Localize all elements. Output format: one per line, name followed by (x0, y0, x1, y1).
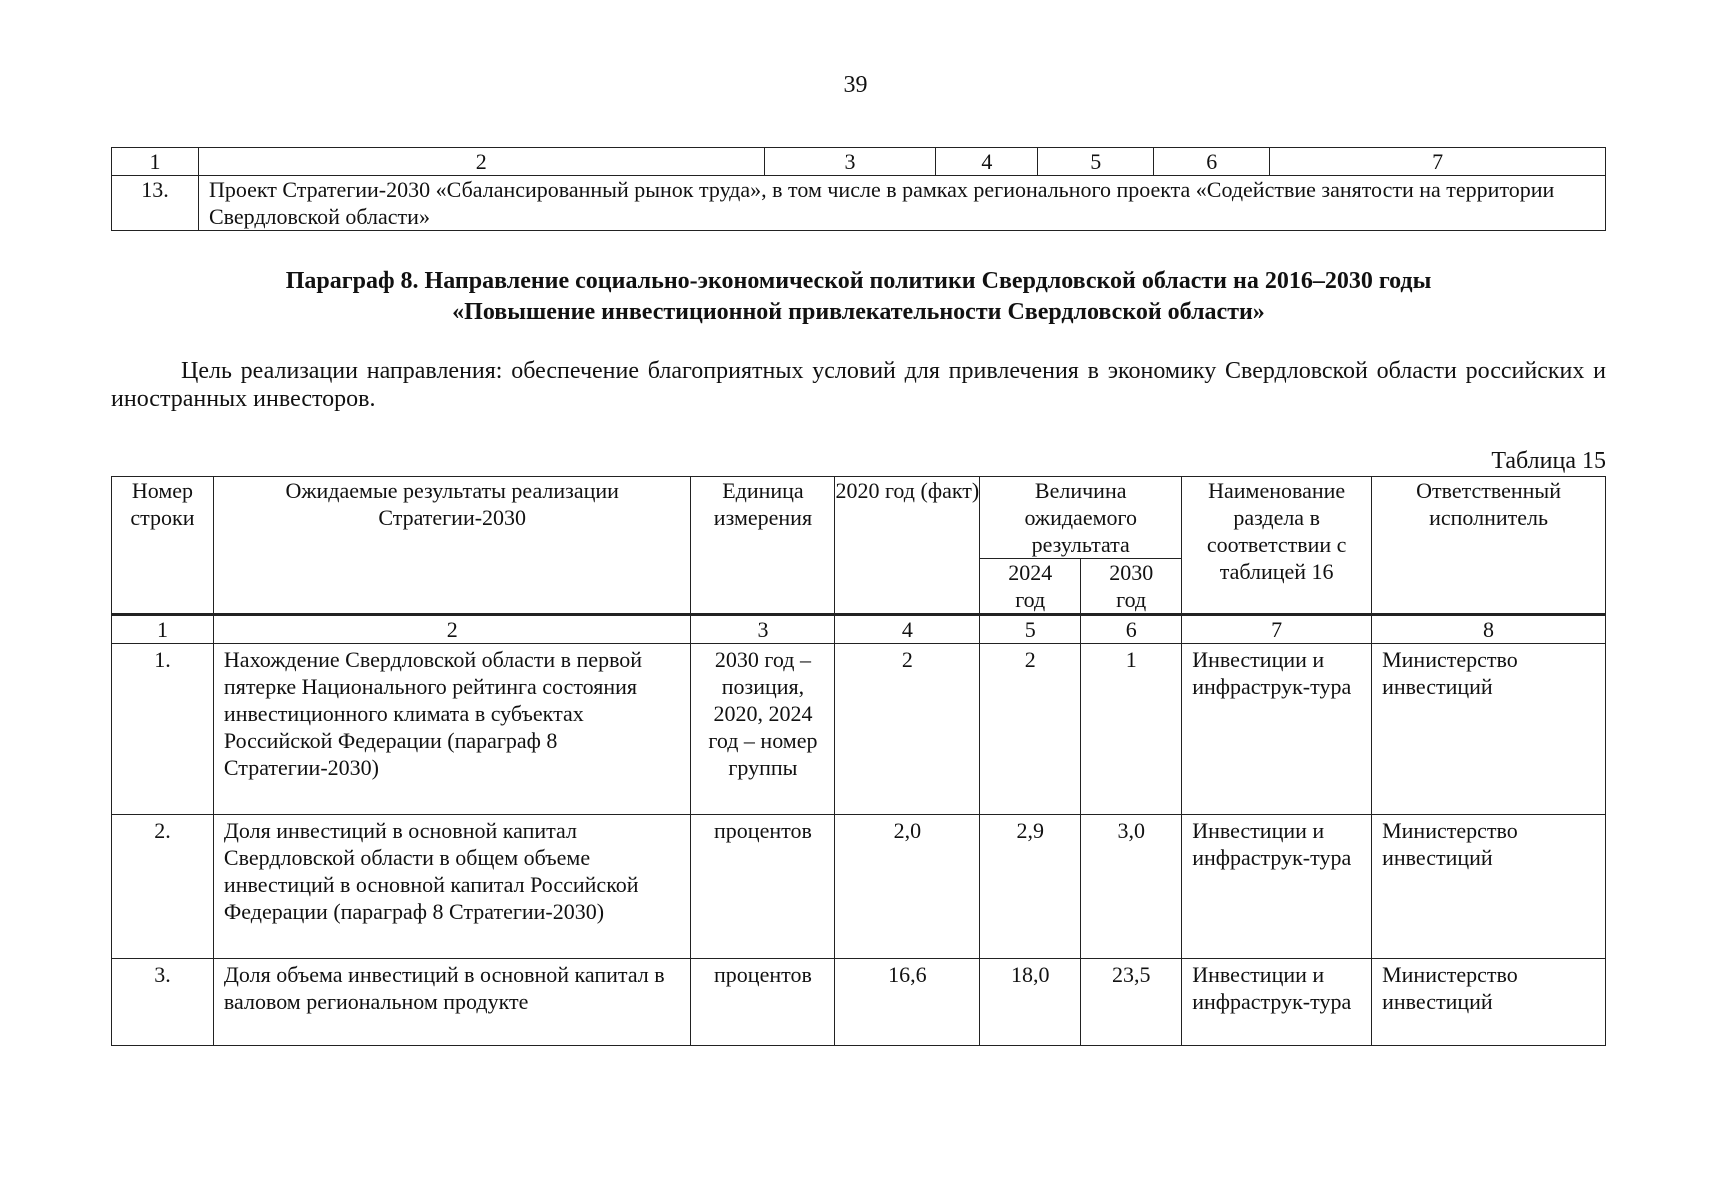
column-numbers-row (112, 615, 1606, 644)
header-cell: 6 (1154, 148, 1270, 176)
header-expected: Величина ожидаемого результата (980, 477, 1182, 559)
heading-line: «Повышение инвестиционной привлекательности Свердловской области» (452, 299, 1265, 325)
fact-2020-value: 2,0 (835, 815, 980, 959)
responsible-name: Министерство инвестиций (1372, 644, 1606, 815)
column-number: 8 (1372, 615, 1606, 644)
value-2030: 23,5 (1081, 959, 1182, 1046)
row-number: 2. (112, 815, 214, 959)
row-text: Проект Стратегии-2030 «Сбалансированный рынок труда», в том числе в рамках регионального проекта «Содействие занятости на территории Свердловской области» (198, 176, 1605, 231)
section-heading (111, 266, 1606, 328)
results-table (111, 476, 1606, 1046)
header-fact-2020: 2020 год (факт) (835, 477, 980, 615)
header-responsible: Ответственный исполнитель (1372, 477, 1606, 615)
header-results: Ожидаемые результаты реализации Стратегии-2030 (213, 477, 691, 615)
unit-text: процентов (691, 959, 835, 1046)
unit-text: 2030 год – позиция, 2020, 2024 год – номер группы (691, 644, 835, 815)
row-number: 3. (112, 959, 214, 1046)
table-row (112, 815, 1606, 959)
column-number: 5 (980, 615, 1081, 644)
header-row-number: Номер строки (112, 477, 214, 615)
fact-2020-value: 2 (835, 644, 980, 815)
value-2030: 3,0 (1081, 815, 1182, 959)
table-row (112, 959, 1606, 1046)
result-text: Доля объема инвестиций в основной капитал в валовом региональном продукте (213, 959, 691, 1046)
column-number: 4 (835, 615, 980, 644)
value-2024: 2 (980, 644, 1081, 815)
table-header-row (112, 477, 1606, 559)
column-number: 1 (112, 615, 214, 644)
header-cell: 7 (1270, 148, 1606, 176)
row-number: 1. (112, 644, 214, 815)
heading-line: Параграф 8. Направление социально-экономической политики Свердловской области на 2016–2030 годы (285, 268, 1432, 294)
value-2030: 1 (1081, 644, 1182, 815)
result-text: Доля инвестиций в основной капитал Свердловской области в общем объеме инвестиций в основной капитал Российской Федерации (параграф 8 Стратегии-2030) (213, 815, 691, 959)
goal-paragraph: Цель реализации направления: обеспечение благоприятных условий для привлечения в экономику Свердловской области российских и иностранных инвесторов. (111, 358, 1606, 412)
column-number: 6 (1081, 615, 1182, 644)
continuation-table (111, 147, 1606, 231)
header-unit: Единица измерения (691, 477, 835, 615)
responsible-name: Министерство инвестиций (1372, 959, 1606, 1046)
section-name: Инвестиции и инфраструк-тура (1182, 815, 1372, 959)
header-cell: 1 (112, 148, 199, 176)
value-2024: 18,0 (980, 959, 1081, 1046)
continuation-table-header (112, 148, 1606, 176)
unit-text: процентов (691, 815, 835, 959)
fact-2020-value: 16,6 (835, 959, 980, 1046)
header-cell: 4 (936, 148, 1038, 176)
page-number: 39 (843, 72, 868, 98)
table-label: Таблица 15 (1491, 448, 1606, 474)
column-number: 2 (213, 615, 691, 644)
header-cell: 2 (198, 148, 764, 176)
header-cell: 3 (764, 148, 936, 176)
row-number: 13. (112, 176, 199, 231)
header-cell: 5 (1038, 148, 1154, 176)
header-2024: 2024 год (980, 559, 1081, 615)
value-2024: 2,9 (980, 815, 1081, 959)
column-number: 7 (1182, 615, 1372, 644)
responsible-name: Министерство инвестиций (1372, 815, 1606, 959)
table-row (112, 644, 1606, 815)
section-name: Инвестиции и инфраструк-тура (1182, 959, 1372, 1046)
header-2030: 2030 год (1081, 559, 1182, 615)
result-text: Нахождение Свердловской области в первой пятерке Национального рейтинга состояния инвестиционного климата в субъектах Российской Федерации (параграф 8 Стратегии-2030) (213, 644, 691, 815)
table-row (112, 176, 1606, 231)
header-section: Наименование раздела в соответствии с таблицей 16 (1182, 477, 1372, 615)
column-number: 3 (691, 615, 835, 644)
section-name: Инвестиции и инфраструк-тура (1182, 644, 1372, 815)
